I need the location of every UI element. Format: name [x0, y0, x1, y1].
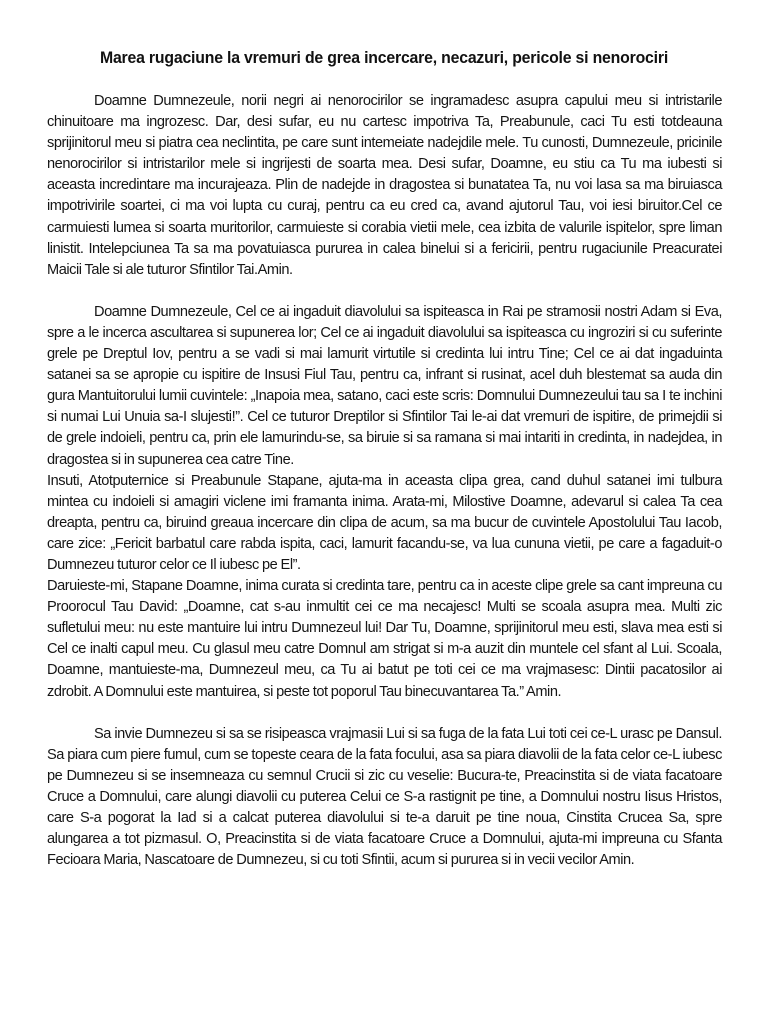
document-title: Marea rugaciune la vremuri de grea incercare, necazuri, pericole si nenorociri: [99, 48, 669, 67]
paragraph-4: Daruieste-mi, Stapane Doamne, inima curata si credinta tare, pentru ca in aceste clipe grele sa cant impreuna cu Proorocul Tau David: „Doamne, cat s-au inmultit cei ce ma necajesc! Multi se scoala asupra mea. Multi zic sufletului meu: nu este mantuire lui intru Dumnezeul lui! Dar Tu, Doamne, sprijinitorul meu esti, slava mea esti si Cel ce inalti capul meu. Cu glasul meu catre Domnul am strigat si m-a auzit din muntele cel sfant al Lui. Scoala, Doamne, mantuieste-ma, Dumnezeul meu, ca Tu ai batut pe toti cei ce ma vrajmasesc: Dintii pacatosilor ai zdrobit. A Domnului este mantuirea, si peste tot poporul Tau binecuvantarea Ta.” Amin.: [47, 578, 722, 700]
paragraph-5: Sa invie Dumnezeu si sa se risipeasca vrajmasii Lui si sa fuga de la fata Lui toti cei ce-L urasc pe Dansul. Sa piara cum piere fumul, cum se topeste ceara de la fata focului, asa sa piara diavolii de la fata celor ce-L iubesc pe Dumnezeu si se insemneaza cu semnul Crucii si zic cu veselie: Bucura-te, Preacinstita si de viata facatoare Cruce a Domnului, care alungi diavolii cu puterea Celui ce S-a rastignit pe tine, a Domnului nostru Iisus Hristos, care S-a pogorat la Iad si a calcat puterea diavolului si te-a daruit pe tine noua, Cinstita Crucea Sa, spre alungarea a tot pizmasul. O, Preacinstita si de viata facatoare Cruce a Domnului, ajuta-mi impreuna cu Sfanta Fecioara Maria, Nascatoare de Dumnezeu, si cu toti Sfintii, acum si pururea si in vecii vecilor Amin.: [47, 725, 722, 869]
document-body: [47, 91, 722, 871]
paragraph-1: Doamne Dumnezeule, norii negri ai nenorocirilor se ingramadesc asupra capului meu si intristarile chinuitoare ma ingrozesc. Dar, desi sufar, eu nu cartesc impotriva Ta, Preabunule, caci Tu esti totdeauna sprijinitorul meu si piatra cea neclintita, pe care sunt intemeiate nadejdile mele. Tu cunosti, Dumnezeule, pricinile nenorocirilor si intristarilor mele si ingrijesti de soarta mea. Desi sufar, Doamne, eu stiu ca Tu ma iubesti si aceasta incredintare ma incurajeaza. Plin de nadejde in dragostea si bunatatea Ta, nu voi lasa sa ma biruiasca impotrivirile soartei, ci ma voi lupta cu curaj, pentru ca eu cred ca, avand ajutorul Tau, voi iesi biruitor.Cel ce carmuiesti lumea si soarta muritorilor, carmuieste si corabia vietii mele, cea izbita de valurile ispitelor, spre liman linistit. Intelepciunea Ta sa ma povatuiasca pururea in calea binelui si a fericirii, pentru rugaciunile Preacuratei Maicii Tale si ale tuturor Sfintilor Tai.Amin.: [47, 93, 722, 278]
paragraph-2: Doamne Dumnezeule, Cel ce ai ingaduit diavolului sa ispiteasca in Rai pe stramosii nostri Adam si Eva, spre a le incerca ascultarea si supunerea lor; Cel ce ai ingaduit diavolului sa ispiteasca cu ingroziri si cu suferinte grele pe Dreptul Iov, pentru a se vadi si mai lamurit virtutile si credinta lui intru Tine; Cel ce ai dat ingaduinta satanei sa se apropie cu ispitire de Insusi Fiul Tau, pentru ca, infrant si rusinat, acel duh blestemat sa auda din gura Mantuitorului lumii cuvintele: „Inapoia mea, satano, caci este scris: Domnului Dumnezeului tau sa I te inchini si numai Lui Unuia sa-I slujesti!”. Cel ce tuturor Dreptilor si Sfintilor Tai le-ai dat vremuri de ispitire, de primejdii si de grele indoieli, pentru ca, prin ele lamurindu-se, sa biruie si sa ramana si mai intariti in credinta, in nadejdea, in dragostea si in supunerea cea catre Tine.: [47, 303, 722, 468]
paragraph-3: Insuti, Atotputernice si Preabunule Stapane, ajuta-ma in aceasta clipa grea, cand duhul satanei imi tulbura mintea cu indoieli si amagiri viclene imi framanta inima. Arata-mi, Milostive Doamne, adevarul si calea Ta cea dreapta, pentru ca, biruind greaua incercare din clipa de acum, sa ma bucur de cuvintele Apostolului Tau Iacob, care zice: „Fericit barbatul care rabda ispita, caci, lamurit facandu-se, va lua cununa vietii, pe care a fagaduit-o Dumnezeu tuturor celor ce Il iubesc pe El”.: [47, 472, 722, 573]
